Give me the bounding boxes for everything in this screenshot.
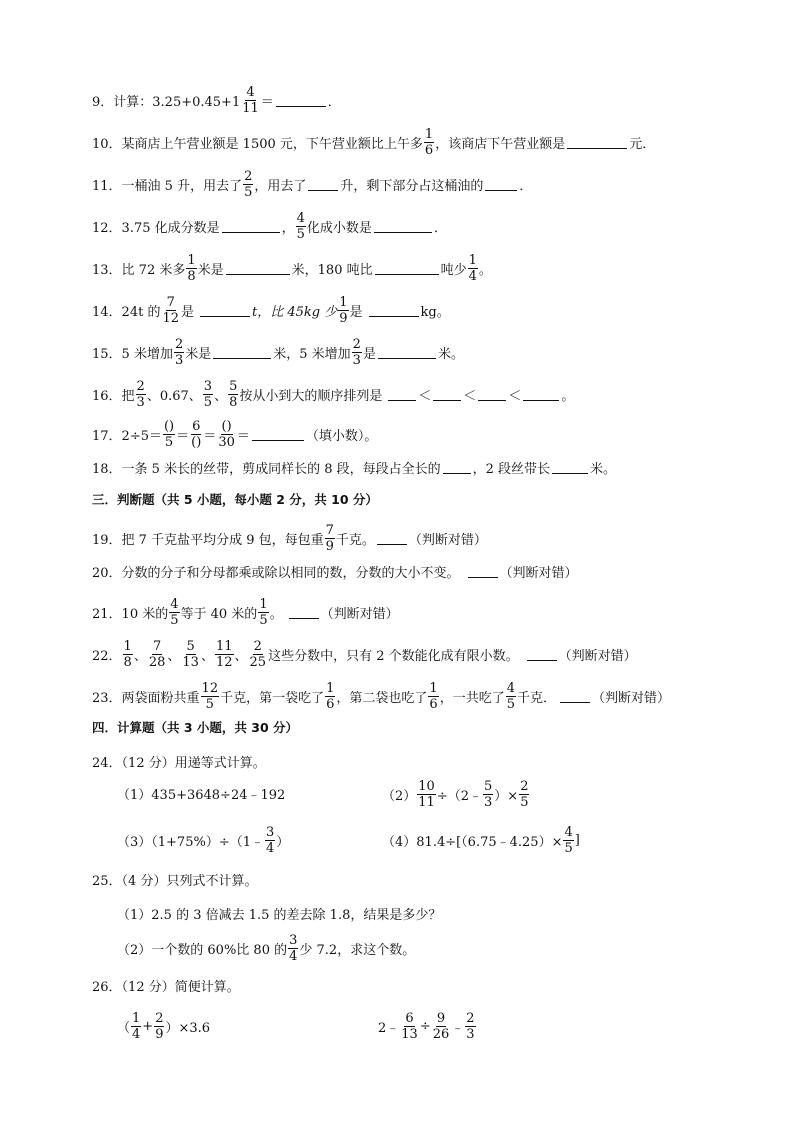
denominator: 9 — [325, 539, 334, 554]
denominator: 13 — [182, 655, 199, 670]
denominator: 8 — [229, 395, 238, 410]
answer-blank[interactable] — [252, 428, 304, 441]
denominator: 6 — [429, 697, 438, 712]
fraction — [468, 254, 478, 283]
denominator: 6 — [424, 143, 434, 158]
answer-blank[interactable] — [567, 136, 627, 149]
numerator: () — [221, 419, 232, 434]
fraction — [563, 826, 573, 855]
denominator: 6 — [326, 697, 335, 712]
fraction — [215, 640, 234, 669]
denominator: 26 — [432, 1027, 450, 1042]
answer-blank[interactable] — [560, 690, 590, 703]
numerator: 2 — [174, 337, 184, 352]
fraction — [148, 640, 167, 669]
q24-part-1: （1）435+3648÷24﹣192 — [117, 788, 286, 803]
numerator: 1 — [187, 253, 196, 268]
answer-blank[interactable] — [289, 606, 319, 619]
denominator: 8 — [187, 269, 196, 284]
answer-blank[interactable] — [200, 304, 250, 317]
fraction — [506, 682, 516, 711]
answer-blank[interactable] — [276, 94, 326, 107]
fraction — [131, 1012, 141, 1041]
numerator: 1 — [429, 681, 438, 696]
answer-blank[interactable] — [443, 461, 471, 474]
fraction — [424, 128, 434, 157]
numerator: 7 — [325, 523, 334, 538]
denominator: 30 — [218, 435, 235, 450]
denominator: 3 — [484, 795, 493, 810]
denominator: 11 — [242, 101, 259, 116]
q24-part-2: （2） $\frac{10}{11}$ ÷（2﹣ $\frac{5}{3}$ ）× $\frac{2}{5}$ — [382, 779, 529, 810]
denominator: 13 — [401, 1027, 418, 1042]
question-20: 20．分数的分子和分母都乘或除以相同的数，分数的大小不变。 （判断对错） — [92, 566, 578, 581]
question-10: 10．某商店上午营业额是 1500 元，下午营业额比上午多 $\frac{1}{6}$ ，该商店下午营业额是 元． — [92, 127, 656, 158]
numerator: 1 — [259, 597, 268, 612]
q24-part-4: （4）81.4÷[（6.75﹣4.25）× $\frac{4}{5}$ ] — [382, 825, 580, 856]
denominator: 25 — [249, 655, 267, 670]
answer-blank[interactable] — [308, 178, 338, 191]
numerator: 2 — [244, 169, 253, 184]
numerator: 2 — [520, 779, 529, 794]
numerator: () — [163, 419, 175, 434]
question-15: 15．5 米增加 $\frac{2}{3}$ 米是 米，5 米增加 $\frac{2}{3}$ 是 米。 — [92, 337, 464, 368]
denominator: 3 — [466, 1027, 475, 1042]
answer-blank[interactable] — [468, 565, 498, 578]
answer-blank[interactable] — [478, 388, 506, 401]
denominator: 5 — [259, 613, 268, 628]
answer-blank[interactable] — [222, 220, 280, 233]
fraction — [338, 296, 348, 325]
numerator: 2 — [466, 1011, 475, 1026]
fraction — [203, 380, 213, 409]
denominator: 5 — [520, 795, 529, 810]
answer-blank[interactable] — [485, 178, 517, 191]
question-26-title: 26．（12 分）简便计算。 — [92, 980, 240, 995]
denominator: 28 — [148, 655, 166, 670]
denominator: 9 — [339, 311, 348, 326]
numerator: 11 — [215, 639, 233, 654]
fraction — [296, 212, 306, 241]
denominator: 4 — [132, 1027, 141, 1042]
numerator: 4 — [296, 211, 305, 226]
fraction — [186, 254, 196, 283]
q25-part-1: （1）2.5 的 3 倍减去 1.5 的差去除 1.8，结果是多少？ — [117, 908, 442, 923]
numerator: 2 — [136, 379, 145, 394]
numerator: 4 — [564, 825, 573, 840]
numerator: 1 — [424, 127, 434, 142]
fraction — [154, 1012, 164, 1041]
numerator: 1 — [326, 681, 335, 696]
answer-blank[interactable] — [388, 388, 416, 401]
fraction — [417, 780, 436, 809]
fraction — [352, 338, 362, 367]
question-16: 16．把 $\frac{2}{3}$ 、0.67、 $\frac{3}{5}$ 、 $\frac{5}{8}$ 按从小到大的顺序排列是 ＜ ＜ ＜ 。 — [92, 379, 575, 410]
answer-blank[interactable] — [226, 262, 290, 275]
q26-expression-1: （ $\frac{1}{4}$ + $\frac{2}{9}$ ）×3.6 — [117, 1011, 211, 1042]
answer-blank[interactable] — [378, 346, 436, 359]
denominator: 3 — [174, 353, 184, 368]
question-21: 21．10 米的 $\frac{4}{5}$ 等于 40 米的 $\frac{1}{5}$ 。 （判断对错） — [92, 597, 399, 628]
denominator: 5 — [170, 613, 179, 628]
numerator: 6 — [405, 1011, 414, 1026]
denominator: 12 — [215, 655, 233, 670]
fraction — [325, 524, 335, 553]
fraction — [465, 1012, 475, 1041]
answer-blank[interactable] — [374, 220, 432, 233]
numerator: 6 — [192, 419, 201, 434]
answer-blank[interactable] — [375, 262, 439, 275]
q9-text: 9．计算：3.25+0.45+1 — [92, 95, 241, 110]
question-22: 22． $\frac{1}{8}$ 、 $\frac{7}{28}$ 、 $\frac{5}{13}$ 、 $\frac{11}{12}$ 、 $\frac{2}{25}$ 这些分数中，只有 2 个数能化成有限小数。 （判断对错） — [92, 639, 637, 670]
numerator: 2 — [352, 337, 361, 352]
question-9: 9．计算：3.25+0.45+1 $\frac{4}{11}$ ＝ ． — [92, 85, 341, 116]
section-heading-judgement: 三．判断题（共 5 小题，每小题 2 分，共 10 分） — [92, 492, 378, 507]
numerator: 1 — [339, 295, 348, 310]
answer-blank[interactable] — [552, 461, 588, 474]
question-24-title: 24．（12 分）用递等式计算。 — [92, 756, 266, 771]
answer-blank[interactable] — [527, 648, 557, 661]
fraction — [169, 598, 179, 627]
denominator: 5 — [205, 697, 214, 712]
denominator: 3 — [352, 353, 361, 368]
question-19: 19．把 7 千克盐平均分成 9 包，每包重 $\frac{7}{9}$ 千克。 （判断对错） — [92, 523, 487, 554]
fraction — [136, 380, 146, 409]
denominator: 5 — [296, 227, 305, 242]
numerator: 3 — [266, 825, 275, 840]
question-18: 18．一条 5 米长的丝带，剪成同样长的 8 段，每段占全长的 ，2 段丝带长 米。 — [92, 462, 617, 477]
numerator: 1 — [468, 253, 477, 268]
fraction — [428, 682, 438, 711]
numerator: 5 — [229, 379, 238, 394]
fraction — [161, 296, 180, 325]
denominator: 11 — [418, 795, 435, 810]
q24-part-3: （3）（1+75%）÷（1﹣ $\frac{3}{4}$ ） — [117, 825, 290, 856]
fraction — [432, 1012, 451, 1041]
fraction — [400, 1012, 419, 1041]
fraction — [519, 780, 529, 809]
fraction — [249, 640, 268, 669]
numerator: 4 — [170, 597, 179, 612]
fraction — [123, 640, 133, 669]
fraction — [325, 682, 335, 711]
answer-blank[interactable] — [433, 388, 461, 401]
denominator: 3 — [136, 395, 145, 410]
fraction — [483, 780, 493, 809]
denominator: 12 — [162, 311, 179, 326]
denominator: 5 — [506, 697, 515, 712]
numerator: 5 — [186, 639, 195, 654]
numerator: 12 — [201, 681, 219, 696]
fraction — [190, 420, 202, 449]
denominator: 4 — [289, 949, 298, 964]
q26-expression-2: 2﹣ $\frac{6}{13}$ ÷ $\frac{9}{26}$ ﹣ $\frac{2}{3}$ — [378, 1011, 475, 1042]
numerator: 3 — [289, 933, 298, 948]
denominator: 9 — [155, 1027, 164, 1042]
q25-part-2: （2）一个数的 60%比 80 的 $\frac{3}{4}$ 少 7.2，求这个数。 — [117, 933, 416, 964]
denominator: 5 — [164, 435, 174, 450]
denominator: 5 — [244, 185, 253, 200]
question-12: 12．3.75 化成分数是 ， $\frac{4}{5}$ 化成小数是 ． — [92, 211, 447, 242]
question-23: 23．两袋面粉共重 $\frac{12}{5}$ 千克，第一袋吃了 $\frac{1}{6}$ ，第二袋也吃了 $\frac{1}{6}$ ，一共吃了 $\frac{4}{5}$ 千克． （判断对错） — [92, 681, 671, 712]
question-14: 14．24t 的 $\frac{7}{12}$ 是 t，比 45kg 少 $\frac{1}{9}$ 是 kg。 — [92, 295, 450, 326]
numerator: 5 — [484, 779, 493, 794]
question-17: 17．2÷5＝ $\frac{()}{5}$ ＝ $\frac{6}{()}$ ＝ $\frac{()}{30}$ ＝ （填小数）。 — [92, 419, 378, 450]
numerator: 9 — [436, 1011, 446, 1026]
numerator: 4 — [506, 681, 515, 696]
denominator: 5 — [564, 841, 573, 856]
fraction — [243, 170, 253, 199]
fraction — [228, 380, 238, 409]
numerator: 7 — [166, 295, 175, 310]
fraction — [163, 420, 175, 449]
numerator: 1 — [132, 1011, 141, 1026]
denominator: 4 — [266, 841, 275, 856]
numerator: 7 — [152, 639, 162, 654]
numerator: 10 — [418, 779, 435, 794]
fraction — [265, 826, 275, 855]
section-heading-calculation: 四．计算题（共 3 小题，共 30 分） — [92, 720, 299, 735]
numerator: 2 — [155, 1011, 164, 1026]
question-13: 13．比 72 米多 $\frac{1}{8}$ 米是 米，180 吨比 吨少 $\frac{1}{4}$ 。 — [92, 253, 492, 284]
denominator: () — [191, 435, 202, 450]
fraction — [288, 934, 298, 963]
fraction — [241, 86, 260, 115]
numerator: 4 — [246, 85, 255, 100]
numerator: 3 — [203, 379, 213, 394]
numerator: 1 — [123, 639, 132, 654]
answer-blank[interactable] — [523, 388, 559, 401]
fraction — [174, 338, 184, 367]
fraction — [201, 682, 220, 711]
fraction — [217, 420, 236, 449]
denominator: 8 — [123, 655, 132, 670]
question-25-title: 25．（4 分）只列式不计算。 — [92, 874, 258, 889]
fraction — [181, 640, 200, 669]
answer-blank[interactable] — [369, 304, 419, 317]
fraction — [258, 598, 268, 627]
answer-blank[interactable] — [213, 346, 271, 359]
denominator: 5 — [203, 395, 213, 410]
denominator: 4 — [468, 269, 477, 284]
answer-blank[interactable] — [377, 532, 407, 545]
numerator: 2 — [253, 639, 262, 654]
question-11: 11．一桶油 5 升，用去了 $\frac{2}{5}$ ，用去了 升，剩下部分占这桶油的 ． — [92, 169, 533, 200]
